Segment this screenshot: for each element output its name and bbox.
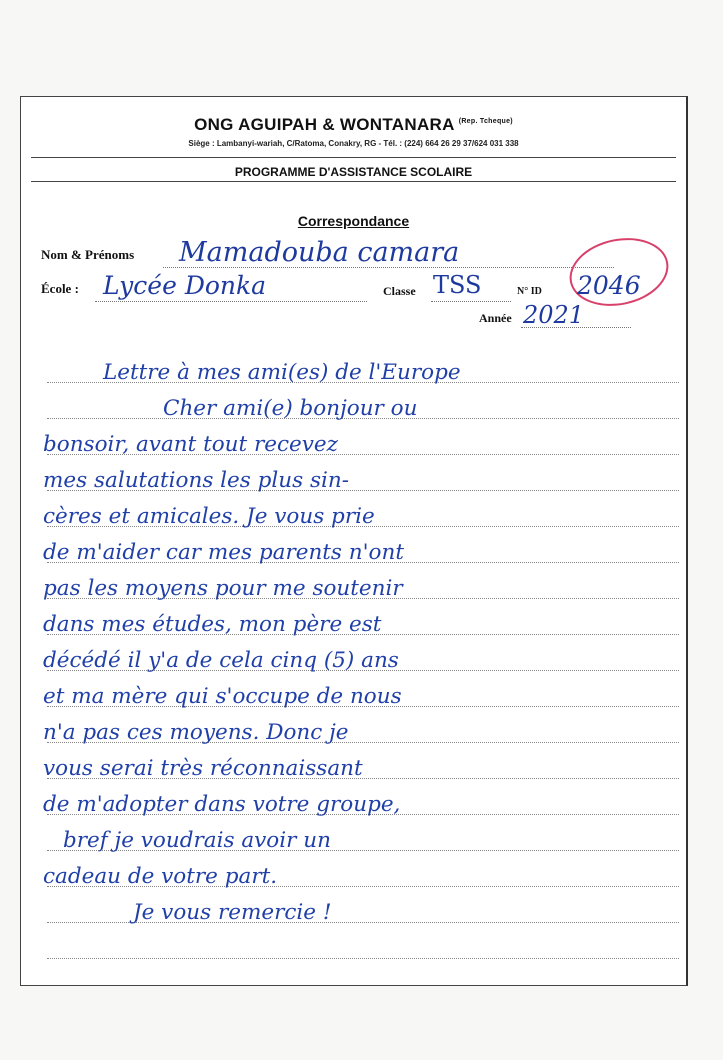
letter-line-text: bonsoir, avant tout recevez <box>43 431 338 457</box>
name-label: Nom & Prénoms <box>41 247 135 262</box>
letter-line <box>43 821 683 857</box>
letter-line <box>43 497 683 533</box>
year-value: 2021 <box>523 301 585 329</box>
letter-line-text: Lettre à mes ami(es) de l'Europe <box>103 359 461 385</box>
org-title <box>21 115 686 135</box>
letter-line-text: dans mes études, mon père est <box>43 611 382 637</box>
letter-line <box>43 533 683 569</box>
id-value: 2046 <box>577 271 641 300</box>
school-label: École : <box>41 281 79 296</box>
school-underline <box>95 301 367 302</box>
letter-line-text: de m'aider car mes parents n'ont <box>43 539 404 565</box>
letter-line <box>43 749 683 785</box>
letter-body <box>43 353 683 965</box>
name-underline <box>163 267 614 268</box>
letter-line <box>43 857 683 893</box>
class-underline <box>431 301 511 302</box>
letter-line-text: pas les moyens pour me soutenir <box>43 575 403 601</box>
letter-line-rule <box>47 958 679 959</box>
class-value: TSS <box>433 271 482 299</box>
correspondence-sheet <box>20 96 688 986</box>
letter-line <box>43 713 683 749</box>
letter-line <box>43 641 683 677</box>
org-address: Siège : Lambanyi-wariah, C/Ratoma, Conakry, RG - Tél. : (224) 664 26 29 37/624 031 338 <box>188 139 519 148</box>
header-divider-top <box>31 157 676 158</box>
letter-line-text: Cher ami(e) bonjour ou <box>163 395 418 421</box>
letter-line-text: bref je voudrais avoir un <box>63 827 331 853</box>
class-label: Classe <box>383 284 416 298</box>
org-name: ONG AGUIPAH & WONTANARA <box>194 115 455 134</box>
empty-letter-line <box>43 929 683 965</box>
letter-line <box>43 389 683 425</box>
letter-line-text: vous serai très réconnaissant <box>43 755 363 781</box>
program-title: PROGRAMME D'ASSISTANCE SCOLAIRE <box>234 165 473 179</box>
letter-line-text: Je vous remercie ! <box>133 899 332 925</box>
name-value: Mamadouba camara <box>179 237 460 268</box>
letter-line <box>43 677 683 713</box>
letter-line <box>43 461 683 497</box>
correspondence-title: Correspondance <box>297 213 410 229</box>
letter-line-text: cères et amicales. Je vous prie <box>43 503 375 529</box>
letter-line-text: n'a pas ces moyens. Donc je <box>43 719 349 745</box>
letter-line-text: cadeau de votre part. <box>43 863 278 889</box>
org-country: (Rep. Tcheque) <box>458 118 513 126</box>
id-label: N° ID <box>517 286 542 297</box>
letter-line-text: mes salutations les plus sin- <box>43 467 350 493</box>
letter-line <box>43 353 683 389</box>
letter-line-text: de m'adopter dans votre groupe, <box>43 791 401 817</box>
letter-line-text: et ma mère qui s'occupe de nous <box>43 683 402 709</box>
letter-line <box>43 785 683 821</box>
school-value: Lycée Donka <box>103 271 267 300</box>
year-underline <box>521 327 631 328</box>
letter-line <box>43 569 683 605</box>
letter-line <box>43 425 683 461</box>
year-label: Année <box>479 311 512 325</box>
header-divider-bottom <box>31 181 676 182</box>
letter-line-text: décédé il y'a de cela cinq (5) ans <box>43 647 399 673</box>
letter-line <box>43 605 683 641</box>
letter-line <box>43 893 683 929</box>
